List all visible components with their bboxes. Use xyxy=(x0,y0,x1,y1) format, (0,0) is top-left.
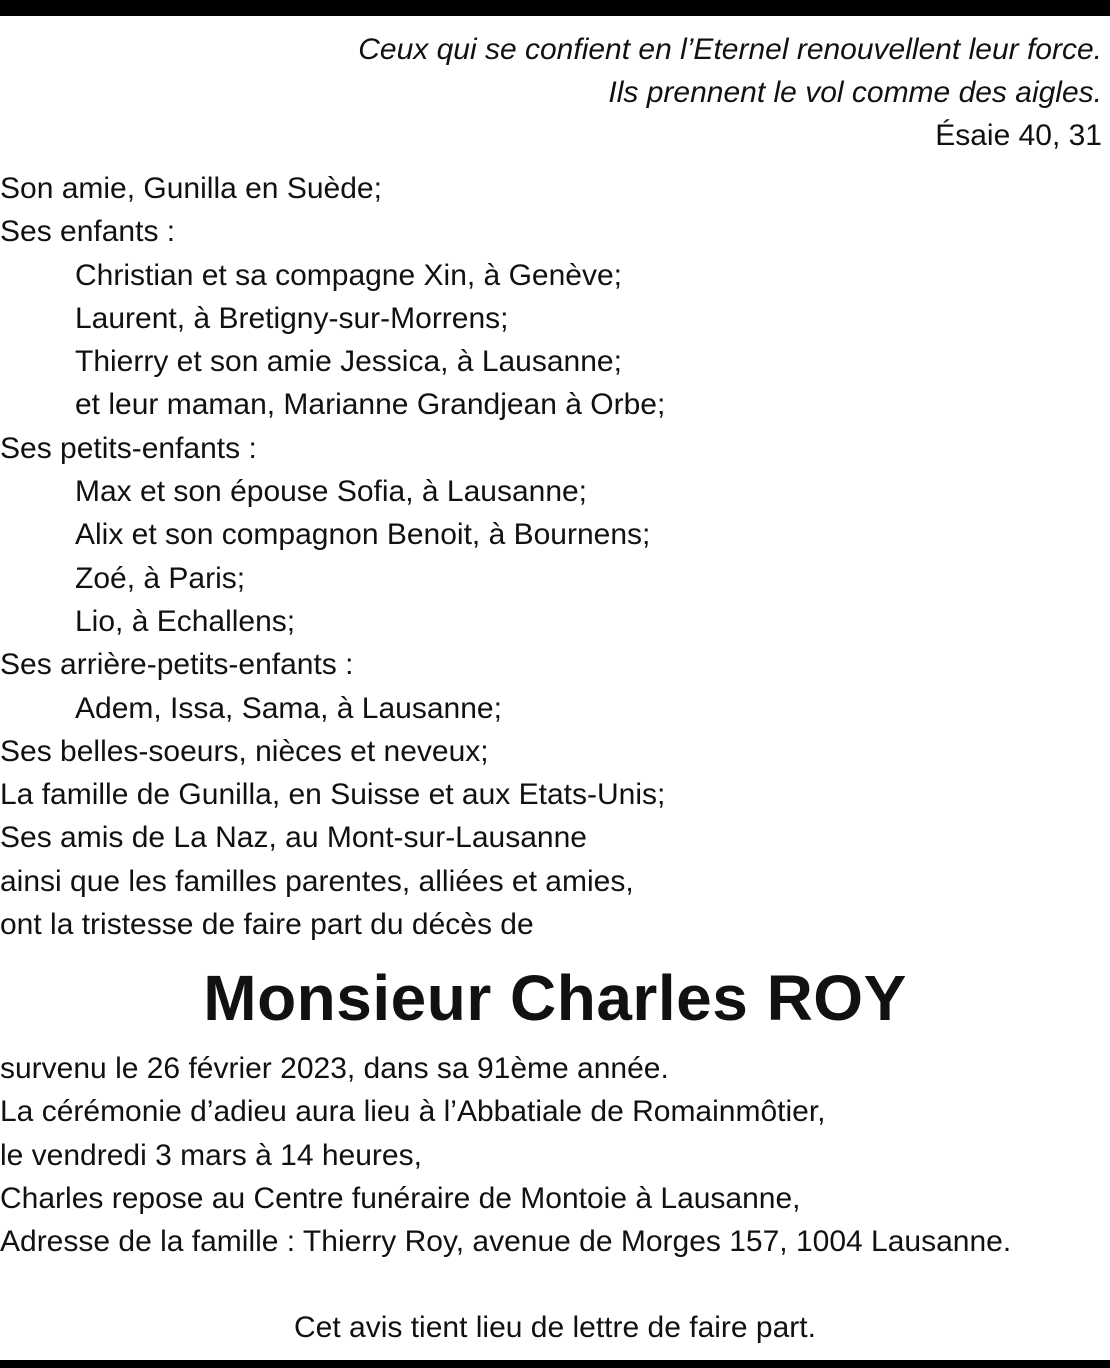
deceased-name: Monsieur Charles ROY xyxy=(203,962,907,1034)
epigraph-line-2: Ils prennent le vol comme des aigles. xyxy=(608,76,1102,109)
mourner-line: et leur maman, Marianne Grandjean à Orbe; xyxy=(75,388,666,422)
mourner-line: Ses amis de La Naz, au Mont-sur-Lausanne xyxy=(0,821,587,855)
mourner-line: Christian et sa compagne Xin, à Genève; xyxy=(75,258,622,292)
mourners-list xyxy=(0,167,1100,946)
mourner-line: Alix et son compagnon Benoit, à Bournens; xyxy=(75,518,651,552)
mourner-line: Max et son épouse Sofia, à Lausanne; xyxy=(75,475,588,509)
mourner-line: Adem, Issa, Sama, à Lausanne; xyxy=(75,691,502,725)
bottom-border-rule xyxy=(0,1360,1110,1368)
epigraph xyxy=(102,28,1102,157)
mourner-line: Zoé, à Paris; xyxy=(75,561,246,595)
mourner-line: La famille de Gunilla, en Suisse et aux Etats-Unis; xyxy=(0,778,666,812)
detail-line: survenu le 26 février 2023, dans sa 91ème année. xyxy=(0,1052,669,1085)
detail-line: Adresse de la famille : Thierry Roy, avenue de Morges 157, 1004 Lausanne. xyxy=(0,1225,1012,1259)
mourner-line: Lio, à Echallens; xyxy=(75,604,296,638)
mourner-line: Ses petits-enfants : xyxy=(0,431,257,465)
detail-line: Charles repose au Centre funéraire de Montoie à Lausanne, xyxy=(0,1181,801,1215)
mourner-line: Ses belles-soeurs, nièces et neveux; xyxy=(0,734,489,768)
epigraph-line-1: Ceux qui se confient en l’Eternel renouvellent leur force. xyxy=(358,33,1102,66)
mourner-line: Ses enfants : xyxy=(0,215,176,249)
mourner-line: ont la tristesse de faire part du décès de xyxy=(0,908,534,942)
mourner-line: Ses arrière-petits-enfants : xyxy=(0,648,354,682)
top-border-rule xyxy=(0,0,1110,16)
mourner-line: Thierry et son amie Jessica, à Lausanne; xyxy=(75,345,622,379)
detail-line: le vendredi 3 mars à 14 heures, xyxy=(0,1138,422,1172)
mourner-line: Son amie, Gunilla en Suède; xyxy=(0,172,382,205)
detail-line: La cérémonie d’adieu aura lieu à l’Abbatiale de Romainmôtier, xyxy=(0,1095,826,1129)
mourner-line: ainsi que les familles parentes, alliées et amies, xyxy=(0,864,634,898)
epigraph-reference: Ésaie 40, 31 xyxy=(935,119,1102,152)
footer-note: Cet avis tient lieu de lettre de faire part. xyxy=(294,1311,816,1344)
ceremony-details xyxy=(0,1047,1100,1263)
mourner-line: Laurent, à Bretigny-sur-Morrens; xyxy=(75,301,509,335)
